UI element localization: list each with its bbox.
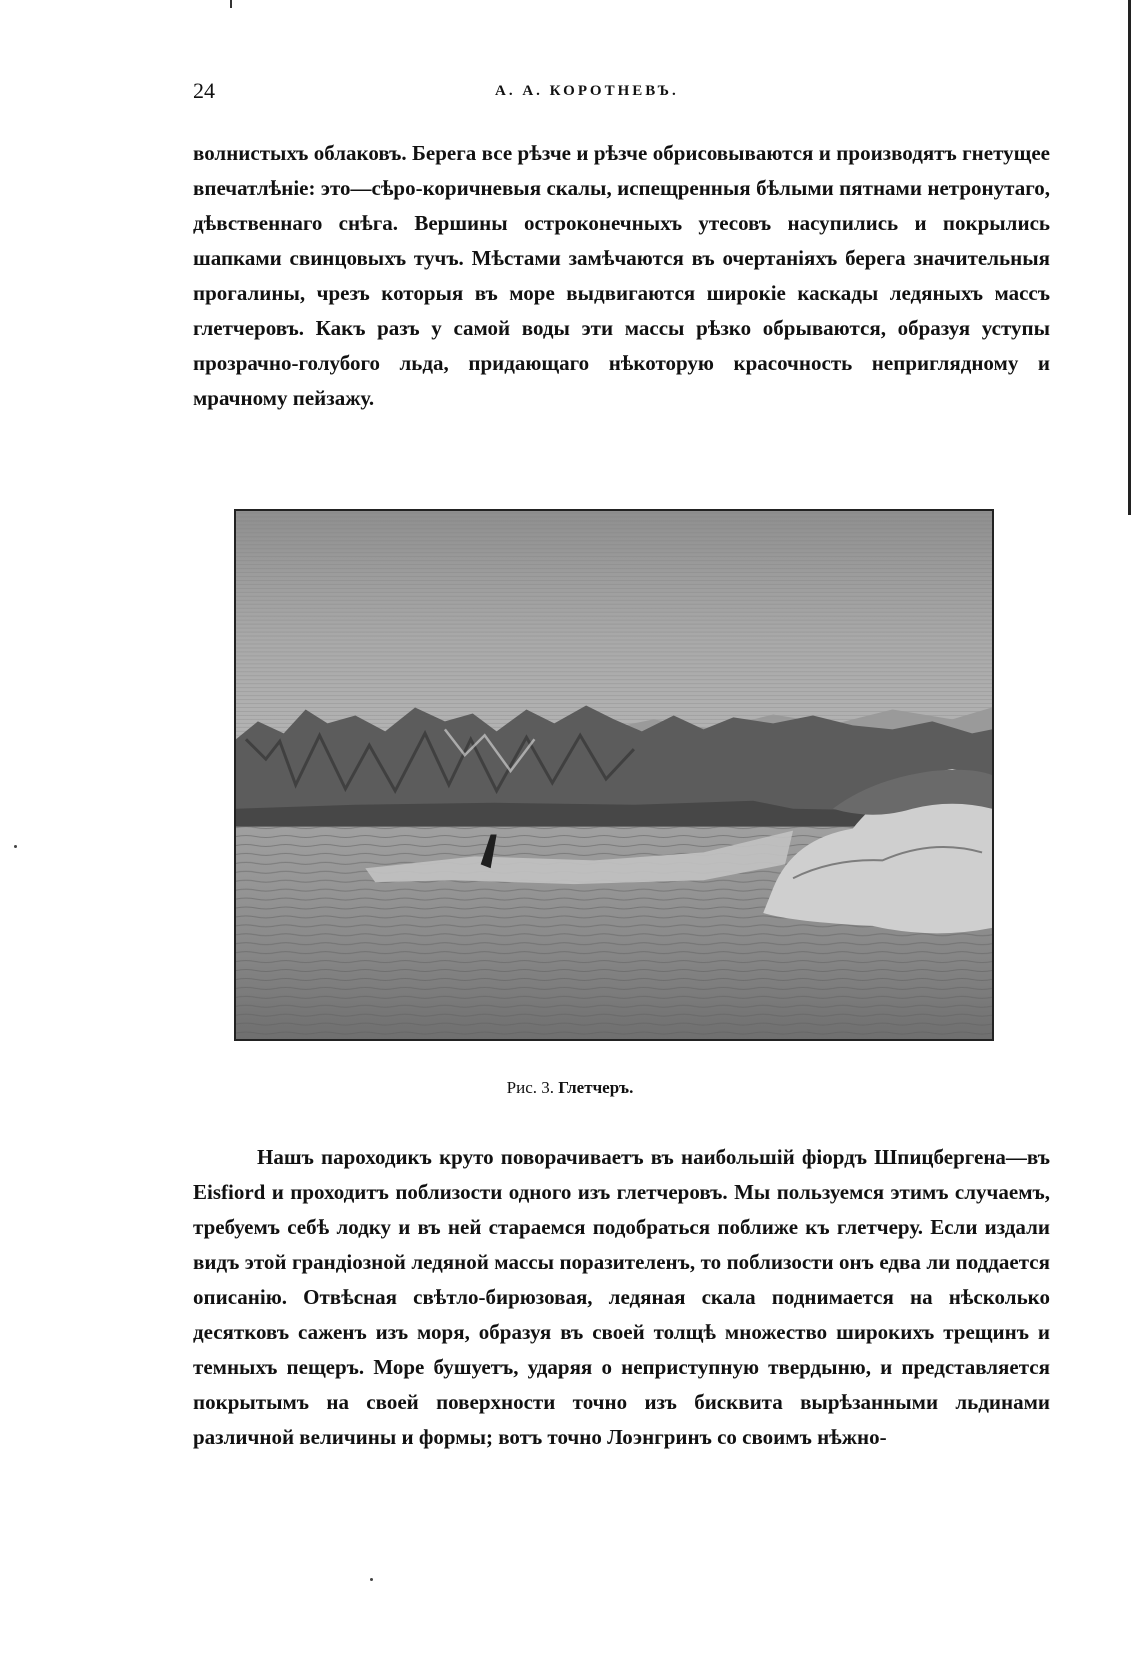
running-head: А. А. КОРОТНЕВЪ. [495,83,679,99]
figure-title: Глетчеръ. [558,1078,634,1097]
figure-caption [0,1078,1140,1098]
glacier-illustration [234,509,994,1041]
page-number: 24 [193,78,215,103]
scan-edge-rule [1128,0,1131,515]
scan-mark [230,0,232,8]
paragraph-1: волнистыхъ облаковъ. Берега все рѣзче и рѣзче обрисовываются и производятъ гнетущее впечатлѣніе: это—сѣро-коричневыя скалы, испещренныя бѣлыми пятнами нетронутаго, дѣвственнаго снѣга. Вершины остроконечныхъ утесовъ насупились и покрылись шапками свинцовыхъ тучъ. Мѣстами замѣчаются въ очертаніяхъ берега значительныя прогалины, чрезъ которыя въ море выдвигаются широкіе каскады ледяныхъ массъ глетчеровъ. Какъ разъ у самой воды эти массы рѣзко обрываются, образуя уступы прозрачно-голубого льда, придающаго нѣкоторую красочность неприглядному и мрачному пейзажу. [193,141,1050,410]
figure-label: Рис. 3. [506,1078,554,1097]
scan-speck [370,1578,373,1581]
paragraph-2: Нашъ пароходикъ круто поворачиваетъ въ наибольшій фіордъ Шпицбергена—въ Eisfiord и проходитъ поблизости одного изъ глетчеровъ. Мы пользуемся этимъ случаемъ, требуемъ себѣ лодку и въ ней стараемся подобраться поближе къ глетчеру. Если издали видъ этой грандіозной ледяной массы поразителенъ, то поблизости онъ едва ли поддается описанію. Отвѣсная свѣтло-бирюзовая, ледяная скала поднимается на нѣсколько десятковъ саженъ изъ моря, образуя въ своей толщѣ множество широкихъ трещинъ и темныхъ пещеръ. Море бушуетъ, ударяя о неприступную твердыню, и представляется покрытымъ на своей поверхности точно изъ бисквита вырѣзанными льдинами различной величины и формы; вотъ точно Лоэнгринъ со своимъ нѣжно- [193,1145,1050,1449]
scan-speck [14,845,17,848]
